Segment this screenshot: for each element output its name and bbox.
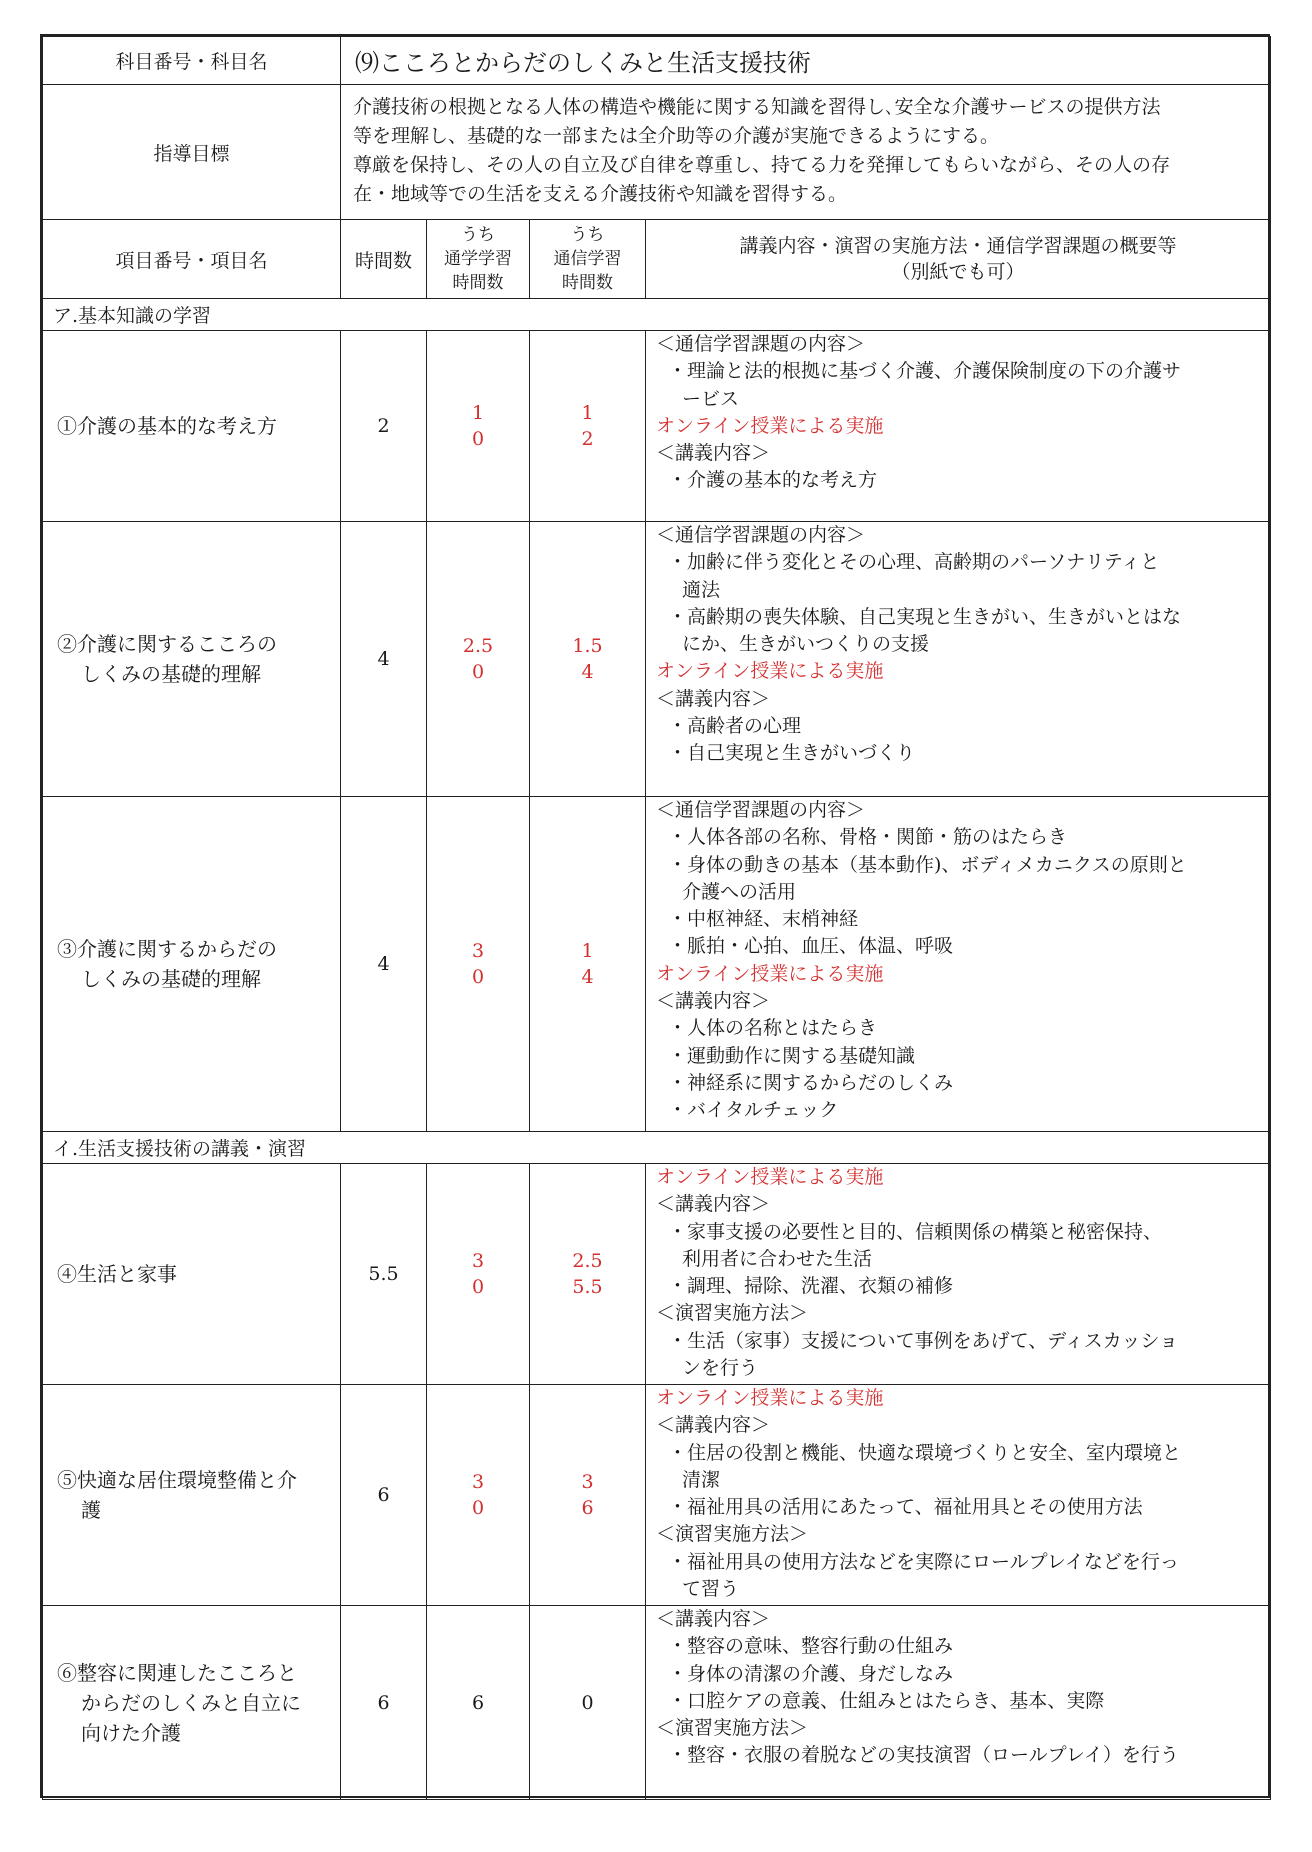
description-cell: ＜講義内容＞ ・整容の意味、整容行動の仕組み ・身体の清潔の介護、身だしなみ ・口腔ケアの意義、仕組みとはたらき、基本、実際 ＜演習実施方法＞ ・整容・衣服の着脱などの実技演習（ロールプレイ）を行う [646,1606,1271,1800]
description-cell: オンライン授業による実施 ＜講義内容＞ ・住居の役割と機能、快適な環境づくりと安全、室内環境と 清潔 ・福祉用具の活用にあたって、福祉用具とその使用方法 ＜演習実施方法＞ ・福祉用具の使用方法などを実際にロールプレイなどを行っ て習う [646,1385,1271,1606]
item-name: ④生活と家事 [43,1164,341,1385]
description-cell: ＜通信学習課題の内容＞ ・加齢に伴う変化とその心理、高齢期のパーソナリティと 適法 ・高齢期の喪失体験、自己実現と生きがい、生きがいとはな にか、生きがいつくりの支援 オンライン授業による実施 ＜講義内容＞ ・高齢者の心理 ・自己実現と生きがいづくり [646,522,1271,797]
table-row [43,331,1271,522]
table-row [43,1606,1271,1800]
hours-cell: 6 [341,1385,427,1606]
item-name: ⑤快適な居住環境整備と介 護 [43,1385,341,1606]
description-cell: ＜通信学習課題の内容＞ ・人体各部の名称、骨格・関節・筋のはたらき ・身体の動きの基本（基本動作)、ボディメカニクスの原則と 介護への活用 ・中枢神経、末梢神経 ・脈拍・心拍、血圧、体温、呼吸 オンライン授業による実施 ＜講義内容＞ ・人体の名称とはたらき ・運動動作に関する基礎知識 ・神経系に関するからだのしくみ ・バイタルチェック [646,797,1271,1132]
col-school-hours-header: うち 通学学習 時間数 [427,220,530,299]
section-title: ア.基本知識の学習 [43,299,1271,331]
item-name: ③介護に関するからだの しくみの基礎的理解 [43,797,341,1132]
corr-hours-cell: 3 6 [530,1385,646,1606]
corr-hours-cell: 2.5 5.5 [530,1164,646,1385]
goal-label: 指導目標 [43,85,341,220]
hours-cell: 6 [341,1606,427,1800]
col-hours-header: 時間数 [341,220,427,299]
section-header-row [43,1132,1271,1164]
corr-hours-cell: 1 2 [530,331,646,522]
corr-hours-cell: 1.5 4 [530,522,646,797]
goal-text [341,85,1271,220]
table-row [43,522,1271,797]
goal-line: 等を理解し、基礎的な一部または全介助等の介護が実施できるようにする。 [353,125,1000,147]
table-row [43,1385,1271,1606]
goal-row [43,85,1271,220]
goal-line: 在・地域等での生活を支える介護技術や知識を習得する。 [353,183,848,205]
column-header-row [43,220,1271,299]
subject-name: ⑼こころとからだのしくみと生活支援技術 [341,37,1271,85]
col-corr-hours-header: うち 通信学習 時間数 [530,220,646,299]
section-header-row [43,299,1271,331]
goal-line: 尊厳を保持し、その人の自立及び自律を尊重し、持てる力を発揮してもらいながら、その人の存 [353,154,1171,176]
curriculum-table [42,36,1271,1800]
school-hours-cell: 3 0 [427,797,530,1132]
col-item-header: 項目番号・項目名 [43,220,341,299]
school-hours-cell: 3 0 [427,1164,530,1385]
description-cell: ＜通信学習課題の内容＞ ・理論と法的根拠に基づく介護、介護保険制度の下の介護サ ービス オンライン授業による実施 ＜講義内容＞ ・介護の基本的な考え方 [646,331,1271,522]
corr-hours-cell: 1 4 [530,797,646,1132]
section-title: イ.生活支援技術の講義・演習 [43,1132,1271,1164]
item-name: ②介護に関するこころの しくみの基礎的理解 [43,522,341,797]
goal-line: 介護技術の根拠となる人体の構造や機能に関する知識を習得し､安全な介護サービスの提供方法 [353,96,1161,118]
hours-cell: 4 [341,797,427,1132]
school-hours-cell: 6 [427,1606,530,1800]
item-name: ⑥整容に関連したこころと からだのしくみと自立に 向けた介護 [43,1606,341,1800]
description-cell: オンライン授業による実施 ＜講義内容＞ ・家事支援の必要性と目的、信頼関係の構築と秘密保持、 利用者に合わせた生活 ・調理、掃除、洗濯、衣類の補修 ＜演習実施方法＞ ・生活（家事）支援について事例をあげて、ディスカッショ ンを行う [646,1164,1271,1385]
subject-label: 科目番号・科目名 [43,37,341,85]
school-hours-cell: 2.5 0 [427,522,530,797]
school-hours-cell: 3 0 [427,1385,530,1606]
hours-cell: 2 [341,331,427,522]
col-desc-header: 講義内容・演習の実施方法・通信学習課題の概要等 （別紙でも可） [646,220,1271,299]
item-name: ①介護の基本的な考え方 [43,331,341,522]
subject-row [43,37,1271,85]
table-row [43,797,1271,1132]
table-row [43,1164,1271,1385]
hours-cell: 4 [341,522,427,797]
hours-cell: 5.5 [341,1164,427,1385]
school-hours-cell: 1 0 [427,331,530,522]
corr-hours-cell: 0 [530,1606,646,1800]
